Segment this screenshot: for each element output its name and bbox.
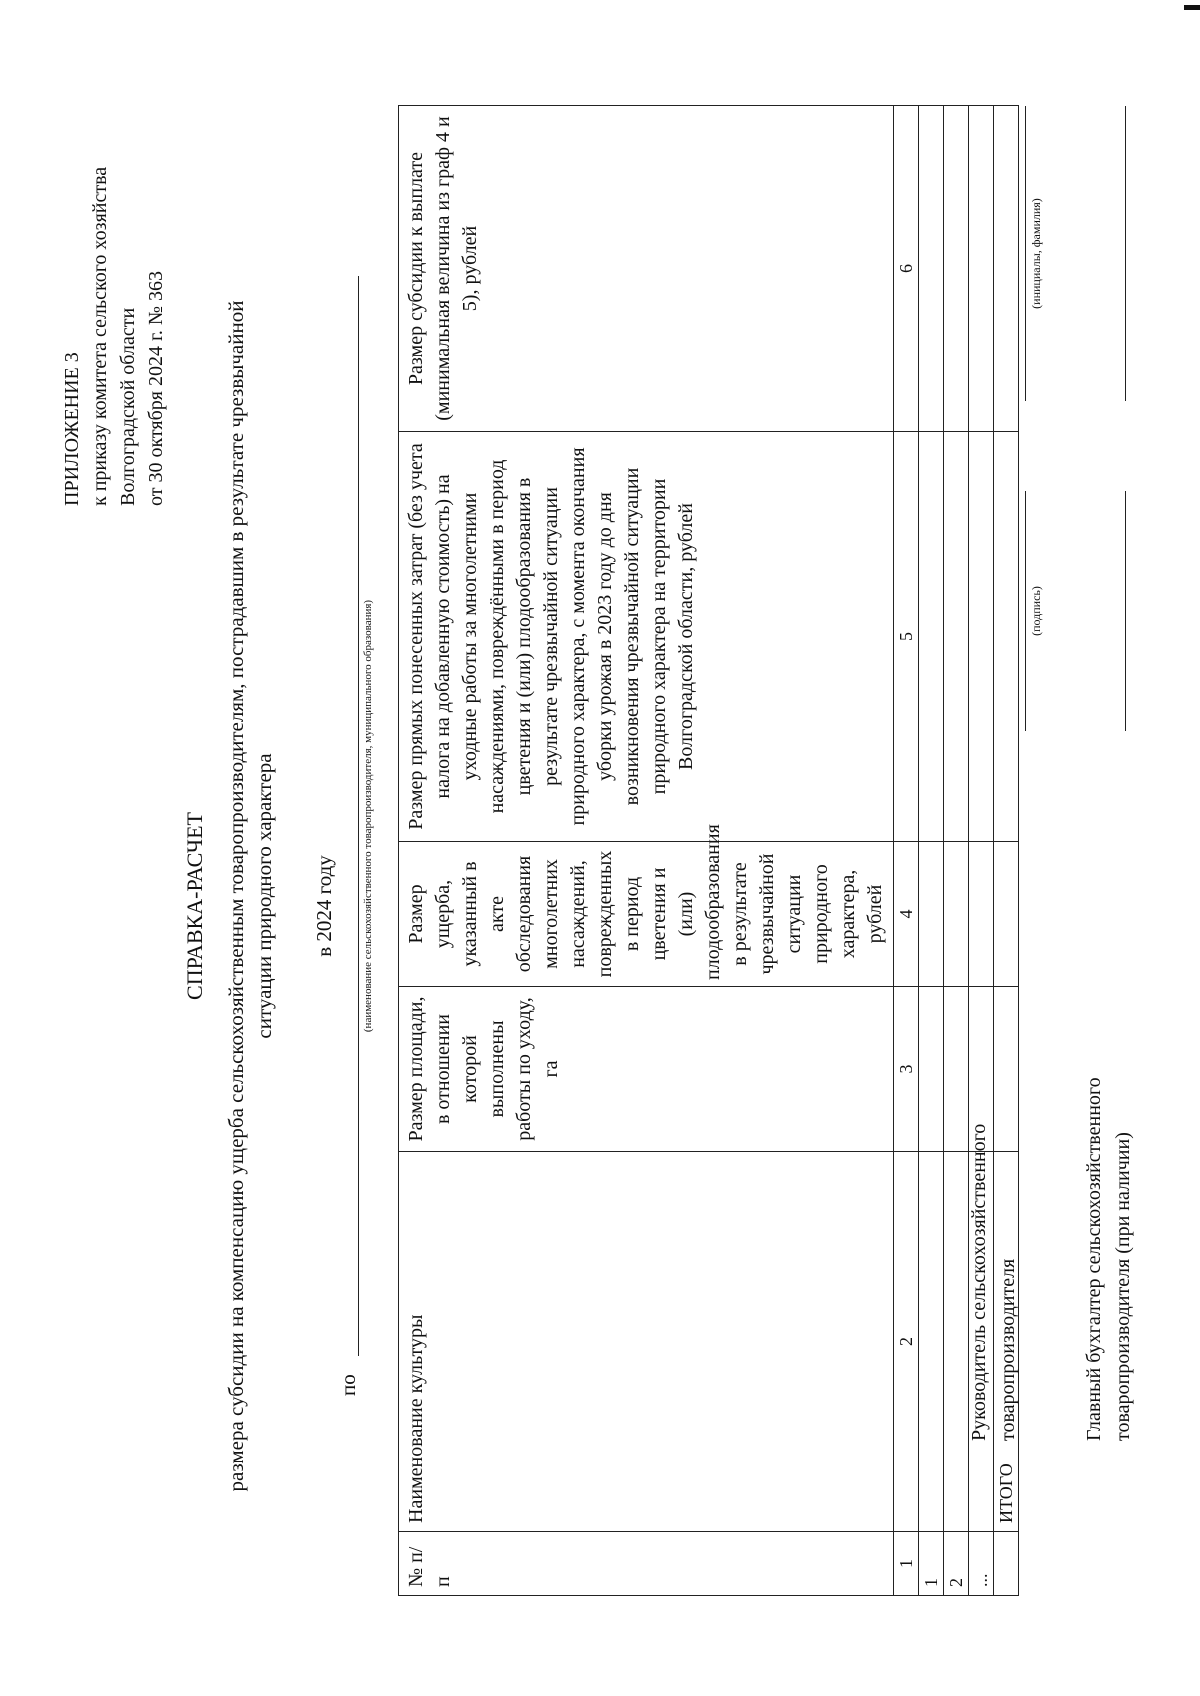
table-cell xyxy=(944,432,969,842)
table-cell xyxy=(994,1532,1019,1596)
accountant-signature-label xyxy=(1080,1077,1138,1441)
header-number: № п/п xyxy=(399,1532,894,1596)
table-cell: 2 xyxy=(944,1532,969,1596)
table-cell xyxy=(994,432,1019,842)
accountant-label-line-2: товаропроизводителя (при наличии) xyxy=(1112,1132,1134,1441)
appendix-date-line: от 30 октября 2024 г. № 363 xyxy=(145,270,167,506)
header-crop-name: Наименование культуры xyxy=(399,1152,894,1532)
table-cell xyxy=(944,106,969,432)
table-cell xyxy=(994,842,1019,987)
accountant-name-line xyxy=(1125,106,1126,401)
table-cell xyxy=(969,106,994,432)
column-number: 3 xyxy=(894,987,919,1152)
header-direct-costs: Размер прямых понесенных затрат (без учета налога на добавленную стоимость) на уходные работы за многолетними насаждениями, повреждёнными в период цветения и (или) плодообразования в результате чрезвычайной ситуации природного характера, с момента окончания уборки урожая в 2023 году до дня возникновения чрезвычайной ситуации природного характера на территории Волгоградской области, рублей xyxy=(399,432,894,842)
appendix-order-line: к приказу комитета сельского хозяйства xyxy=(89,166,111,506)
year-text: в 2024 году xyxy=(312,855,336,957)
column-number-row xyxy=(894,106,919,1596)
table-cell xyxy=(969,432,994,842)
table-cell xyxy=(919,106,944,432)
column-number: 4 xyxy=(894,842,919,987)
table-cell xyxy=(919,1152,944,1532)
document-subtitle xyxy=(222,246,278,1546)
head-label-line-1: Руководитель сельскохозяйственного xyxy=(968,1123,990,1441)
head-signature-caption: (подпись) xyxy=(1029,586,1043,636)
accountant-signature-line xyxy=(1125,491,1126,731)
subtitle-line-2: ситуации природного характера xyxy=(252,753,276,1039)
header-damage: Размер ущерба, указанный в акте обследования многолетних насаждений, поврежденных в период цветения и (или) плодообразования в результате чрезвычайной ситуации природного характера, рублей xyxy=(399,842,894,987)
table-cell xyxy=(919,987,944,1152)
total-label: ИТОГО xyxy=(994,1152,1019,1532)
po-label: по xyxy=(336,1374,360,1396)
column-number: 2 xyxy=(894,1152,919,1532)
column-number: 5 xyxy=(894,432,919,842)
table-cell xyxy=(944,842,969,987)
appendix-header xyxy=(58,167,170,506)
producer-name-line xyxy=(358,276,359,1356)
table-cell xyxy=(919,432,944,842)
calculation-table xyxy=(398,105,1019,1596)
table-header-row xyxy=(399,106,894,1596)
table-cell: ... xyxy=(969,1532,994,1596)
table-cell xyxy=(969,842,994,987)
head-name-line xyxy=(1025,106,1026,401)
table-cell xyxy=(994,106,1019,432)
header-area: Размер площади, в отношении которой выполнены работы по уходу, га xyxy=(399,987,894,1152)
table-cell: 1 xyxy=(919,1532,944,1596)
header-subsidy: Размер субсидии к выплате (минимальная величина из граф 4 и 5), рублей xyxy=(399,106,894,432)
producer-name-caption: (наименование сельскохозяйственного товаропроизводителя, муниципального образования) xyxy=(362,599,374,1033)
head-name-caption: (инициалы, фамилия) xyxy=(1029,198,1043,309)
column-number: 1 xyxy=(894,1532,919,1596)
accountant-label-line-1: Главный бухгалтер сельскохозяйственного xyxy=(1083,1077,1105,1441)
subtitle-line-1: размера субсидии на компенсацию ущерба сельскохозяйственным товаропроизводителям, пострадавшим в результате чрезвычайной xyxy=(224,300,248,1492)
table-row xyxy=(919,106,944,1596)
head-signature-line xyxy=(1025,491,1026,731)
scan-edge-mark xyxy=(1184,5,1200,10)
column-number: 6 xyxy=(894,106,919,432)
appendix-title: ПРИЛОЖЕНИЕ 3 xyxy=(61,352,83,506)
head-label-line-2: товаропроизводителя xyxy=(997,1258,1019,1441)
document-title: СПРАВКА-РАСЧЕТ xyxy=(182,812,207,1000)
table-cell xyxy=(919,842,944,987)
appendix-region-line: Волгоградской области xyxy=(117,307,139,506)
head-signature-label xyxy=(965,1124,1023,1441)
